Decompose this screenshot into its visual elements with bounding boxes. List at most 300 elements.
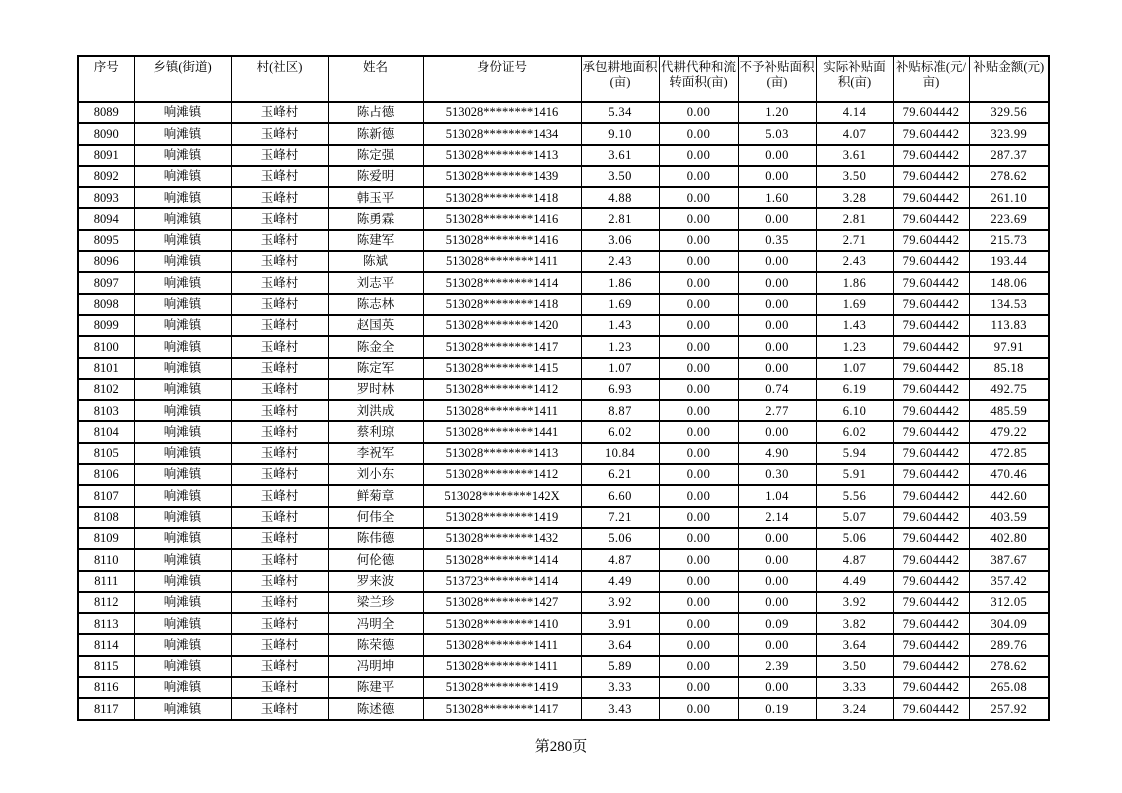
cell-serial-number: 8108 — [78, 507, 134, 528]
cell-transfer-area: 0.00 — [659, 592, 738, 613]
table-row — [78, 549, 1049, 570]
cell-id-number: 513028********1413 — [423, 443, 581, 464]
table-row — [78, 208, 1049, 229]
cell-subsidy-amount: 97.91 — [969, 336, 1049, 357]
table-row — [78, 464, 1049, 485]
cell-township: 响滩镇 — [134, 698, 231, 719]
cell-subsidy-rate: 79.604442 — [893, 485, 969, 506]
cell-actual-subsidy-area: 5.91 — [816, 464, 893, 485]
table-row — [78, 251, 1049, 272]
cell-township: 响滩镇 — [134, 443, 231, 464]
cell-actual-subsidy-area: 1.43 — [816, 315, 893, 336]
cell-village: 玉峰村 — [231, 656, 328, 677]
cell-transfer-area: 0.00 — [659, 102, 738, 123]
cell-subsidy-amount: 472.85 — [969, 443, 1049, 464]
cell-subsidy-rate: 79.604442 — [893, 272, 969, 293]
cell-actual-subsidy-area: 1.23 — [816, 336, 893, 357]
cell-contracted-area: 5.34 — [581, 102, 659, 123]
cell-township: 响滩镇 — [134, 528, 231, 549]
cell-subsidy-rate: 79.604442 — [893, 571, 969, 592]
cell-non-subsidy-area: 0.74 — [738, 379, 816, 400]
cell-non-subsidy-area: 1.20 — [738, 102, 816, 123]
table-row — [78, 336, 1049, 357]
cell-contracted-area: 3.50 — [581, 166, 659, 187]
cell-subsidy-rate: 79.604442 — [893, 400, 969, 421]
cell-subsidy-amount: 193.44 — [969, 251, 1049, 272]
cell-non-subsidy-area: 1.04 — [738, 485, 816, 506]
cell-serial-number: 8097 — [78, 272, 134, 293]
cell-village: 玉峰村 — [231, 272, 328, 293]
cell-transfer-area: 0.00 — [659, 571, 738, 592]
cell-subsidy-amount: 387.67 — [969, 549, 1049, 570]
cell-actual-subsidy-area: 4.87 — [816, 549, 893, 570]
cell-subsidy-rate: 79.604442 — [893, 634, 969, 655]
cell-subsidy-amount: 265.08 — [969, 677, 1049, 698]
cell-person-name: 何伦德 — [328, 549, 423, 570]
cell-township: 响滩镇 — [134, 549, 231, 570]
cell-transfer-area: 0.00 — [659, 443, 738, 464]
cell-contracted-area: 3.33 — [581, 677, 659, 698]
cell-serial-number: 8100 — [78, 336, 134, 357]
cell-subsidy-rate: 79.604442 — [893, 123, 969, 144]
cell-actual-subsidy-area: 6.19 — [816, 379, 893, 400]
cell-subsidy-amount: 402.80 — [969, 528, 1049, 549]
cell-non-subsidy-area: 0.00 — [738, 571, 816, 592]
cell-contracted-area: 6.60 — [581, 485, 659, 506]
cell-person-name: 陈荣德 — [328, 634, 423, 655]
cell-village: 玉峰村 — [231, 208, 328, 229]
table-row — [78, 592, 1049, 613]
cell-actual-subsidy-area: 5.07 — [816, 507, 893, 528]
table-row — [78, 272, 1049, 293]
cell-subsidy-rate: 79.604442 — [893, 336, 969, 357]
cell-transfer-area: 0.00 — [659, 485, 738, 506]
cell-subsidy-rate: 79.604442 — [893, 230, 969, 251]
cell-village: 玉峰村 — [231, 571, 328, 592]
cell-subsidy-amount: 289.76 — [969, 634, 1049, 655]
table-body — [78, 102, 1049, 720]
cell-transfer-area: 0.00 — [659, 358, 738, 379]
cell-id-number: 513028********1439 — [423, 166, 581, 187]
table-row — [78, 656, 1049, 677]
cell-actual-subsidy-area: 6.10 — [816, 400, 893, 421]
cell-contracted-area: 6.21 — [581, 464, 659, 485]
cell-actual-subsidy-area: 6.02 — [816, 421, 893, 442]
cell-transfer-area: 0.00 — [659, 187, 738, 208]
cell-non-subsidy-area: 0.00 — [738, 315, 816, 336]
cell-serial-number: 8092 — [78, 166, 134, 187]
cell-actual-subsidy-area: 4.14 — [816, 102, 893, 123]
table-row — [78, 613, 1049, 634]
cell-township: 响滩镇 — [134, 272, 231, 293]
cell-transfer-area: 0.00 — [659, 677, 738, 698]
cell-subsidy-amount: 278.62 — [969, 166, 1049, 187]
table-header-row — [78, 56, 1049, 102]
cell-township: 响滩镇 — [134, 421, 231, 442]
cell-transfer-area: 0.00 — [659, 507, 738, 528]
cell-id-number: 513028********1414 — [423, 272, 581, 293]
cell-township: 响滩镇 — [134, 230, 231, 251]
cell-village: 玉峰村 — [231, 485, 328, 506]
cell-non-subsidy-area: 0.00 — [738, 549, 816, 570]
cell-id-number: 513028********1411 — [423, 634, 581, 655]
cell-non-subsidy-area: 0.00 — [738, 251, 816, 272]
cell-serial-number: 8095 — [78, 230, 134, 251]
table-row — [78, 294, 1049, 315]
cell-person-name: 陈金全 — [328, 336, 423, 357]
cell-subsidy-rate: 79.604442 — [893, 443, 969, 464]
cell-subsidy-rate: 79.604442 — [893, 549, 969, 570]
column-header-contracted-area: 承包耕地面积(亩) — [581, 56, 659, 102]
table-row — [78, 102, 1049, 123]
cell-contracted-area: 2.43 — [581, 251, 659, 272]
cell-township: 响滩镇 — [134, 677, 231, 698]
cell-non-subsidy-area: 0.00 — [738, 336, 816, 357]
cell-subsidy-rate: 79.604442 — [893, 528, 969, 549]
cell-serial-number: 8112 — [78, 592, 134, 613]
cell-non-subsidy-area: 2.39 — [738, 656, 816, 677]
cell-person-name: 陈勇霖 — [328, 208, 423, 229]
cell-contracted-area: 1.43 — [581, 315, 659, 336]
cell-transfer-area: 0.00 — [659, 379, 738, 400]
table-row — [78, 187, 1049, 208]
cell-township: 响滩镇 — [134, 656, 231, 677]
cell-non-subsidy-area: 0.00 — [738, 145, 816, 166]
column-header-transfer-area: 代耕代种和流转面积(亩) — [659, 56, 738, 102]
cell-actual-subsidy-area: 3.28 — [816, 187, 893, 208]
cell-serial-number: 8117 — [78, 698, 134, 719]
cell-transfer-area: 0.00 — [659, 166, 738, 187]
column-header-subsidy-amount: 补贴金额(元) — [969, 56, 1049, 102]
table-row — [78, 485, 1049, 506]
cell-village: 玉峰村 — [231, 123, 328, 144]
cell-id-number: 513028********1427 — [423, 592, 581, 613]
cell-non-subsidy-area: 0.30 — [738, 464, 816, 485]
cell-village: 玉峰村 — [231, 421, 328, 442]
cell-subsidy-amount: 470.46 — [969, 464, 1049, 485]
table-row — [78, 230, 1049, 251]
cell-serial-number: 8094 — [78, 208, 134, 229]
cell-serial-number: 8104 — [78, 421, 134, 442]
cell-id-number: 513028********1415 — [423, 358, 581, 379]
cell-subsidy-amount: 148.06 — [969, 272, 1049, 293]
cell-contracted-area: 5.06 — [581, 528, 659, 549]
cell-actual-subsidy-area: 3.50 — [816, 656, 893, 677]
cell-actual-subsidy-area: 3.33 — [816, 677, 893, 698]
cell-contracted-area: 3.91 — [581, 613, 659, 634]
cell-non-subsidy-area: 0.00 — [738, 294, 816, 315]
cell-contracted-area: 3.61 — [581, 145, 659, 166]
cell-person-name: 刘洪成 — [328, 400, 423, 421]
cell-person-name: 陈斌 — [328, 251, 423, 272]
cell-subsidy-rate: 79.604442 — [893, 315, 969, 336]
cell-contracted-area: 7.21 — [581, 507, 659, 528]
table-row — [78, 698, 1049, 719]
cell-id-number: 513028********1419 — [423, 507, 581, 528]
cell-transfer-area: 0.00 — [659, 208, 738, 229]
cell-person-name: 罗时林 — [328, 379, 423, 400]
cell-contracted-area: 3.06 — [581, 230, 659, 251]
cell-transfer-area: 0.00 — [659, 294, 738, 315]
cell-non-subsidy-area: 0.19 — [738, 698, 816, 719]
cell-village: 玉峰村 — [231, 677, 328, 698]
cell-serial-number: 8096 — [78, 251, 134, 272]
cell-person-name: 陈建平 — [328, 677, 423, 698]
cell-village: 玉峰村 — [231, 145, 328, 166]
cell-non-subsidy-area: 0.00 — [738, 528, 816, 549]
cell-id-number: 513028********1410 — [423, 613, 581, 634]
cell-serial-number: 8110 — [78, 549, 134, 570]
cell-transfer-area: 0.00 — [659, 528, 738, 549]
cell-serial-number: 8090 — [78, 123, 134, 144]
cell-subsidy-amount: 492.75 — [969, 379, 1049, 400]
cell-non-subsidy-area: 1.60 — [738, 187, 816, 208]
cell-contracted-area: 3.92 — [581, 592, 659, 613]
cell-non-subsidy-area: 0.00 — [738, 421, 816, 442]
cell-non-subsidy-area: 0.00 — [738, 592, 816, 613]
cell-subsidy-rate: 79.604442 — [893, 166, 969, 187]
cell-person-name: 李祝军 — [328, 443, 423, 464]
cell-person-name: 梁兰珍 — [328, 592, 423, 613]
cell-subsidy-amount: 312.05 — [969, 592, 1049, 613]
cell-id-number: 513028********1432 — [423, 528, 581, 549]
cell-subsidy-rate: 79.604442 — [893, 294, 969, 315]
page-number: 第280页 — [534, 739, 588, 755]
table-row — [78, 166, 1049, 187]
cell-subsidy-rate: 79.604442 — [893, 421, 969, 442]
column-header-id-number: 身份证号 — [423, 56, 581, 102]
cell-person-name: 陈志林 — [328, 294, 423, 315]
cell-serial-number: 8114 — [78, 634, 134, 655]
cell-transfer-area: 0.00 — [659, 272, 738, 293]
cell-subsidy-rate: 79.604442 — [893, 145, 969, 166]
column-header-subsidy-rate: 补贴标准(元/亩) — [893, 56, 969, 102]
cell-id-number: 513723********1414 — [423, 571, 581, 592]
cell-non-subsidy-area: 0.00 — [738, 358, 816, 379]
cell-transfer-area: 0.00 — [659, 145, 738, 166]
cell-serial-number: 8111 — [78, 571, 134, 592]
cell-id-number: 513028********1414 — [423, 549, 581, 570]
cell-id-number: 513028********1412 — [423, 379, 581, 400]
cell-serial-number: 8093 — [78, 187, 134, 208]
cell-subsidy-amount: 442.60 — [969, 485, 1049, 506]
cell-village: 玉峰村 — [231, 358, 328, 379]
cell-actual-subsidy-area: 5.94 — [816, 443, 893, 464]
cell-contracted-area: 3.43 — [581, 698, 659, 719]
cell-township: 响滩镇 — [134, 400, 231, 421]
cell-id-number: 513028********1420 — [423, 315, 581, 336]
cell-village: 玉峰村 — [231, 251, 328, 272]
cell-village: 玉峰村 — [231, 507, 328, 528]
cell-village: 玉峰村 — [231, 315, 328, 336]
cell-township: 响滩镇 — [134, 379, 231, 400]
cell-subsidy-amount: 304.09 — [969, 613, 1049, 634]
cell-township: 响滩镇 — [134, 464, 231, 485]
cell-transfer-area: 0.00 — [659, 315, 738, 336]
cell-contracted-area: 4.49 — [581, 571, 659, 592]
cell-actual-subsidy-area: 3.64 — [816, 634, 893, 655]
cell-id-number: 513028********1416 — [423, 208, 581, 229]
cell-township: 响滩镇 — [134, 315, 231, 336]
cell-id-number: 513028********1411 — [423, 400, 581, 421]
cell-township: 响滩镇 — [134, 166, 231, 187]
cell-serial-number: 8115 — [78, 656, 134, 677]
cell-contracted-area: 1.07 — [581, 358, 659, 379]
cell-village: 玉峰村 — [231, 336, 328, 357]
cell-person-name: 蔡利琼 — [328, 421, 423, 442]
cell-non-subsidy-area: 0.00 — [738, 677, 816, 698]
cell-actual-subsidy-area: 1.07 — [816, 358, 893, 379]
cell-subsidy-amount: 357.42 — [969, 571, 1049, 592]
cell-serial-number: 8098 — [78, 294, 134, 315]
cell-contracted-area: 1.69 — [581, 294, 659, 315]
cell-id-number: 513028********142X — [423, 485, 581, 506]
cell-id-number: 513028********1417 — [423, 336, 581, 357]
table-row — [78, 145, 1049, 166]
cell-person-name: 陈爱明 — [328, 166, 423, 187]
cell-person-name: 陈占德 — [328, 102, 423, 123]
cell-non-subsidy-area: 0.35 — [738, 230, 816, 251]
cell-contracted-area: 10.84 — [581, 443, 659, 464]
cell-subsidy-rate: 79.604442 — [893, 677, 969, 698]
cell-subsidy-amount: 323.99 — [969, 123, 1049, 144]
cell-serial-number: 8103 — [78, 400, 134, 421]
cell-subsidy-amount: 287.37 — [969, 145, 1049, 166]
cell-actual-subsidy-area: 3.82 — [816, 613, 893, 634]
cell-actual-subsidy-area: 2.43 — [816, 251, 893, 272]
cell-village: 玉峰村 — [231, 294, 328, 315]
cell-person-name: 陈建军 — [328, 230, 423, 251]
cell-village: 玉峰村 — [231, 230, 328, 251]
cell-serial-number: 8116 — [78, 677, 134, 698]
cell-transfer-area: 0.00 — [659, 421, 738, 442]
cell-id-number: 513028********1416 — [423, 230, 581, 251]
cell-subsidy-rate: 79.604442 — [893, 507, 969, 528]
cell-actual-subsidy-area: 2.71 — [816, 230, 893, 251]
cell-village: 玉峰村 — [231, 634, 328, 655]
cell-person-name: 刘小东 — [328, 464, 423, 485]
cell-township: 响滩镇 — [134, 571, 231, 592]
column-header-non-subsidy-area: 不予补贴面积(亩) — [738, 56, 816, 102]
cell-person-name: 何伟全 — [328, 507, 423, 528]
cell-serial-number: 8106 — [78, 464, 134, 485]
cell-serial-number: 8105 — [78, 443, 134, 464]
cell-township: 响滩镇 — [134, 358, 231, 379]
cell-id-number: 513028********1413 — [423, 145, 581, 166]
cell-subsidy-amount: 134.53 — [969, 294, 1049, 315]
cell-serial-number: 8113 — [78, 613, 134, 634]
cell-township: 响滩镇 — [134, 145, 231, 166]
cell-actual-subsidy-area: 5.56 — [816, 485, 893, 506]
cell-transfer-area: 0.00 — [659, 613, 738, 634]
cell-serial-number: 8099 — [78, 315, 134, 336]
cell-village: 玉峰村 — [231, 592, 328, 613]
cell-subsidy-amount: 223.69 — [969, 208, 1049, 229]
cell-non-subsidy-area: 0.00 — [738, 634, 816, 655]
cell-township: 响滩镇 — [134, 123, 231, 144]
cell-subsidy-amount: 479.22 — [969, 421, 1049, 442]
cell-actual-subsidy-area: 3.50 — [816, 166, 893, 187]
cell-village: 玉峰村 — [231, 528, 328, 549]
cell-subsidy-amount: 215.73 — [969, 230, 1049, 251]
cell-non-subsidy-area: 2.14 — [738, 507, 816, 528]
cell-transfer-area: 0.00 — [659, 336, 738, 357]
cell-contracted-area: 4.87 — [581, 549, 659, 570]
cell-subsidy-rate: 79.604442 — [893, 208, 969, 229]
cell-subsidy-rate: 79.604442 — [893, 698, 969, 719]
cell-township: 响滩镇 — [134, 634, 231, 655]
cell-village: 玉峰村 — [231, 698, 328, 719]
cell-actual-subsidy-area: 4.49 — [816, 571, 893, 592]
cell-subsidy-rate: 79.604442 — [893, 379, 969, 400]
cell-village: 玉峰村 — [231, 400, 328, 421]
cell-subsidy-amount: 261.10 — [969, 187, 1049, 208]
cell-subsidy-amount: 85.18 — [969, 358, 1049, 379]
cell-township: 响滩镇 — [134, 208, 231, 229]
cell-person-name: 刘志平 — [328, 272, 423, 293]
cell-contracted-area: 1.86 — [581, 272, 659, 293]
cell-village: 玉峰村 — [231, 464, 328, 485]
cell-non-subsidy-area: 0.00 — [738, 166, 816, 187]
cell-contracted-area: 3.64 — [581, 634, 659, 655]
subsidy-table — [77, 55, 1050, 721]
cell-serial-number: 8107 — [78, 485, 134, 506]
cell-non-subsidy-area: 0.09 — [738, 613, 816, 634]
cell-person-name: 陈新德 — [328, 123, 423, 144]
table-row — [78, 421, 1049, 442]
cell-contracted-area: 9.10 — [581, 123, 659, 144]
column-header-actual-subsidy-area: 实际补贴面积(亩) — [816, 56, 893, 102]
cell-contracted-area: 1.23 — [581, 336, 659, 357]
cell-id-number: 513028********1434 — [423, 123, 581, 144]
table-row — [78, 677, 1049, 698]
cell-subsidy-rate: 79.604442 — [893, 102, 969, 123]
cell-contracted-area: 6.93 — [581, 379, 659, 400]
cell-serial-number: 8109 — [78, 528, 134, 549]
cell-id-number: 513028********1416 — [423, 102, 581, 123]
cell-village: 玉峰村 — [231, 613, 328, 634]
cell-village: 玉峰村 — [231, 379, 328, 400]
table-row — [78, 400, 1049, 421]
cell-non-subsidy-area: 2.77 — [738, 400, 816, 421]
cell-contracted-area: 2.81 — [581, 208, 659, 229]
cell-id-number: 513028********1418 — [423, 187, 581, 208]
cell-township: 响滩镇 — [134, 102, 231, 123]
cell-person-name: 鲜菊章 — [328, 485, 423, 506]
cell-transfer-area: 0.00 — [659, 464, 738, 485]
cell-village: 玉峰村 — [231, 102, 328, 123]
table-row — [78, 528, 1049, 549]
cell-subsidy-rate: 79.604442 — [893, 464, 969, 485]
column-header-person-name: 姓名 — [328, 56, 423, 102]
cell-transfer-area: 0.00 — [659, 656, 738, 677]
cell-actual-subsidy-area: 3.24 — [816, 698, 893, 719]
cell-id-number: 513028********1411 — [423, 251, 581, 272]
cell-person-name: 冯明坤 — [328, 656, 423, 677]
cell-township: 响滩镇 — [134, 336, 231, 357]
column-header-township: 乡镇(街道) — [134, 56, 231, 102]
cell-subsidy-rate: 79.604442 — [893, 187, 969, 208]
cell-contracted-area: 8.87 — [581, 400, 659, 421]
cell-subsidy-rate: 79.604442 — [893, 592, 969, 613]
cell-transfer-area: 0.00 — [659, 251, 738, 272]
cell-transfer-area: 0.00 — [659, 549, 738, 570]
cell-village: 玉峰村 — [231, 187, 328, 208]
cell-id-number: 513028********1411 — [423, 656, 581, 677]
table-row — [78, 123, 1049, 144]
table-row — [78, 634, 1049, 655]
cell-village: 玉峰村 — [231, 166, 328, 187]
